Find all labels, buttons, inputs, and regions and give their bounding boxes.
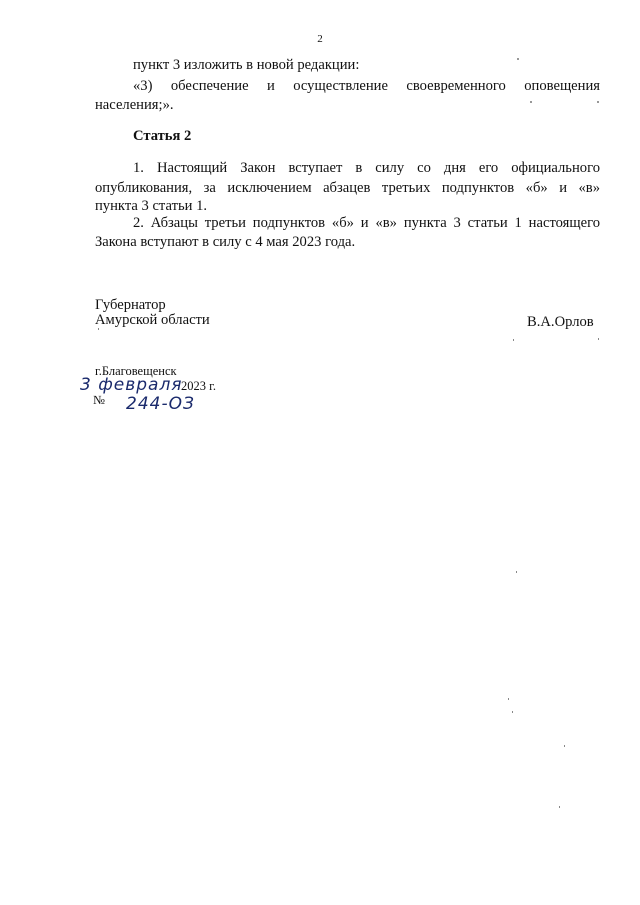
paragraph-1-line-1: 1. Настоящий Закон вступает в силу со дня его официального	[133, 160, 600, 176]
signatory-title-line-1: Губернатор	[95, 297, 166, 313]
intro-line-2: «3) обеспечение и осуществление своевременного оповещения	[133, 78, 600, 94]
scan-speck	[564, 745, 565, 747]
handwritten-number: 244-ОЗ	[126, 394, 195, 414]
scan-speck	[597, 101, 599, 103]
city: г.Благовещенск	[95, 364, 177, 378]
page-number: 2	[317, 33, 323, 45]
signatory-title-line-2: Амурской области	[95, 312, 210, 328]
paragraph-1-line-2: опубликования, за исключением абзацев третьих подпунктов «б» и «в»	[95, 180, 600, 196]
article-heading: Статья 2	[133, 128, 192, 144]
handwritten-date: 3 февраля	[80, 375, 183, 395]
signatory-name: В.А.Орлов	[527, 314, 594, 330]
paragraph-2-line-1: 2. Абзацы третьи подпунктов «б» и «в» пункта 3 статьи 1 настоящего	[133, 215, 600, 231]
scan-speck	[512, 711, 513, 713]
year: 2023 г.	[181, 379, 216, 393]
number-label: №	[93, 393, 105, 407]
scan-speck	[598, 338, 599, 340]
scan-speck	[516, 571, 517, 573]
scan-speck	[530, 101, 532, 103]
scan-speck	[559, 806, 560, 808]
paragraph-2-line-2: Закона вступают в силу с 4 мая 2023 года.	[95, 234, 356, 250]
scan-speck	[513, 339, 514, 341]
paragraph-1-line-3: пункта 3 статьи 1.	[95, 198, 208, 214]
scan-speck	[508, 698, 509, 700]
scan-speck	[517, 58, 519, 60]
scan-speck	[98, 328, 99, 330]
intro-line-1: пункт 3 изложить в новой редакции:	[133, 57, 360, 73]
intro-line-3: населения;».	[95, 97, 174, 113]
